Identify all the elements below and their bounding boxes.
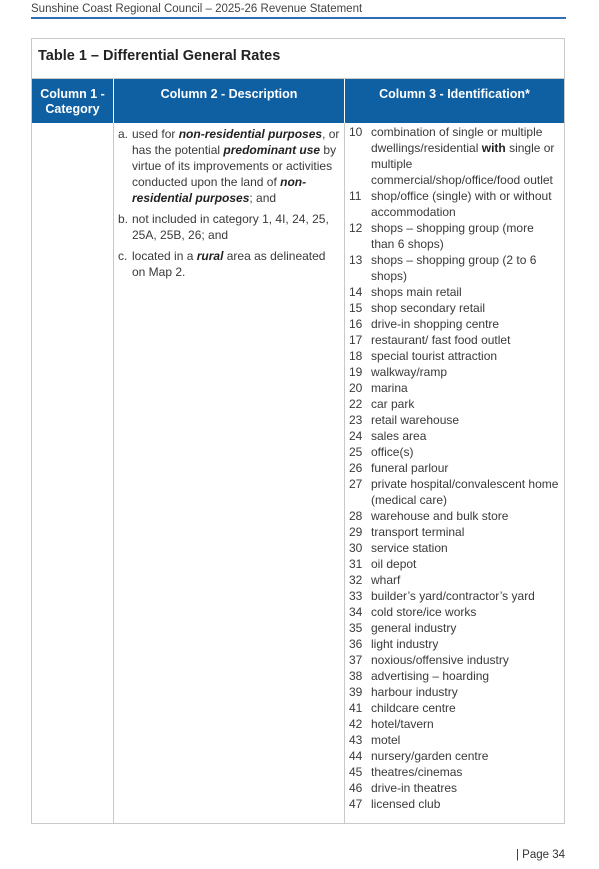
identification-text	[371, 796, 560, 812]
column-2-header: Column 2 - Description	[114, 79, 345, 123]
identification-number: 23	[349, 413, 363, 427]
description-text	[132, 248, 340, 280]
identification-number: 22	[349, 397, 363, 411]
text-run: oil depot	[371, 557, 417, 571]
description-letter: a.	[118, 127, 129, 141]
identification-item	[349, 796, 560, 812]
description-text	[132, 126, 340, 206]
identification-number: 19	[349, 365, 363, 379]
identification-number: 31	[349, 557, 363, 571]
identification-number: 35	[349, 621, 363, 635]
identification-item	[349, 124, 560, 188]
identification-number: 46	[349, 781, 363, 795]
identification-item	[349, 524, 560, 540]
identification-item	[349, 572, 560, 588]
identification-text	[371, 620, 560, 636]
identification-item	[349, 732, 560, 748]
identification-item	[349, 444, 560, 460]
identification-number: 18	[349, 349, 363, 363]
identification-text	[371, 716, 560, 732]
identification-item	[349, 332, 560, 348]
identification-text	[371, 476, 560, 508]
text-run: single or multiple commercial/shop/office/food outlet	[371, 141, 555, 187]
identification-text	[371, 220, 560, 252]
identification-item	[349, 188, 560, 220]
identification-number: 25	[349, 445, 363, 459]
identification-text	[371, 348, 560, 364]
identification-text	[371, 380, 560, 396]
page-header: Sunshine Coast Regional Council – 2025-26 Revenue Statement	[31, 3, 566, 19]
identification-text	[371, 124, 560, 188]
text-run: general industry	[371, 621, 457, 635]
text-run: licensed club	[371, 797, 441, 811]
text-run: restaurant/ fast food outlet	[371, 333, 511, 347]
category-cell	[32, 123, 114, 824]
text-run: special tourist attraction	[371, 349, 498, 363]
identification-text	[371, 604, 560, 620]
identification-number: 29	[349, 525, 363, 539]
description-item	[118, 248, 340, 280]
identification-item	[349, 396, 560, 412]
identification-text	[371, 684, 560, 700]
identification-number: 33	[349, 589, 363, 603]
page-number: | Page 34	[515, 849, 565, 861]
emphasis-text: rural	[196, 249, 224, 263]
emphasis-text: non-residential purposes	[178, 127, 323, 141]
identification-number: 45	[349, 765, 363, 779]
identification-text	[371, 556, 560, 572]
identification-number: 13	[349, 253, 363, 267]
text-run: hotel/tavern	[371, 717, 434, 731]
identification-item	[349, 556, 560, 572]
text-run: office(s)	[371, 445, 414, 459]
text-run: light industry	[371, 637, 439, 651]
identification-number: 27	[349, 477, 363, 491]
text-run: transport terminal	[371, 525, 465, 539]
identification-item	[349, 620, 560, 636]
description-letter: b.	[118, 212, 129, 226]
identification-text	[371, 428, 560, 444]
text-run: retail warehouse	[371, 413, 460, 427]
identification-number: 36	[349, 637, 363, 651]
identification-text	[371, 188, 560, 220]
identification-text	[371, 700, 560, 716]
text-run: drive-in shopping centre	[371, 317, 500, 331]
text-run: funeral parlour	[371, 461, 449, 475]
identification-item	[349, 284, 560, 300]
identification-item	[349, 588, 560, 604]
identification-item	[349, 412, 560, 428]
text-run: childcare centre	[371, 701, 456, 715]
identification-item	[349, 764, 560, 780]
emphasis-text: non-residential purposes	[132, 175, 307, 205]
text-run: car park	[371, 397, 415, 411]
identification-cell	[345, 123, 564, 824]
text-run: located in a	[132, 249, 197, 263]
identification-number: 41	[349, 701, 363, 715]
text-run: motel	[371, 733, 401, 747]
identification-text	[371, 764, 560, 780]
identification-item	[349, 748, 560, 764]
text-run: warehouse and bulk store	[371, 509, 509, 523]
identification-number: 44	[349, 749, 363, 763]
identification-text	[371, 316, 560, 332]
identification-item	[349, 700, 560, 716]
table-body-row	[32, 123, 564, 824]
table-header-row	[32, 79, 564, 123]
column-3-header: Column 3 - Identification*	[379, 87, 530, 101]
identification-item	[349, 476, 560, 508]
identification-text	[371, 332, 560, 348]
text-run: shops main retail	[371, 285, 462, 299]
identification-text	[371, 636, 560, 652]
identification-text	[371, 412, 560, 428]
identification-text	[371, 780, 560, 796]
identification-item	[349, 604, 560, 620]
identification-text	[371, 652, 560, 668]
identification-text	[371, 732, 560, 748]
identification-item	[349, 252, 560, 284]
text-run: not included in category 1, 4I, 24, 25, 25A, 25B, 26; and	[132, 212, 329, 242]
description-item	[118, 211, 340, 243]
text-run: drive-in theatres	[371, 781, 458, 795]
identification-text	[371, 524, 560, 540]
identification-item	[349, 316, 560, 332]
identification-text	[371, 284, 560, 300]
identification-item	[349, 668, 560, 684]
identification-number: 42	[349, 717, 363, 731]
text-run: theatres/cinemas	[371, 765, 463, 779]
identification-number: 10	[349, 125, 363, 139]
identification-text	[371, 748, 560, 764]
identification-number: 37	[349, 653, 363, 667]
text-run: service station	[371, 541, 448, 555]
identification-number: 15	[349, 301, 363, 315]
identification-item	[349, 540, 560, 556]
text-run: private hospital/convalescent home (medical care)	[371, 477, 559, 507]
identification-number: 47	[349, 797, 363, 811]
description-cell	[114, 123, 345, 824]
identification-text	[371, 444, 560, 460]
identification-number: 11	[349, 189, 362, 203]
text-run: walkway/ramp	[371, 365, 448, 379]
emphasis-text: with	[481, 141, 506, 155]
text-run: area as delineated on Map 2.	[132, 249, 326, 279]
identification-text	[371, 364, 560, 380]
identification-text	[371, 460, 560, 476]
text-run: shops – shopping group (2 to 6 shops)	[371, 253, 537, 283]
identification-number: 32	[349, 573, 363, 587]
text-run: ; and	[249, 191, 277, 205]
identification-item	[349, 364, 560, 380]
text-run: nursery/garden centre	[371, 749, 489, 763]
description-text	[132, 211, 340, 243]
text-run: , or has the potential	[132, 127, 340, 157]
identification-number: 39	[349, 685, 363, 699]
identification-number: 12	[349, 221, 363, 235]
text-run: sales area	[371, 429, 427, 443]
identification-number: 26	[349, 461, 363, 475]
identification-number: 24	[349, 429, 363, 443]
identification-number: 14	[349, 285, 363, 299]
identification-item	[349, 428, 560, 444]
text-run: harbour industry	[371, 685, 458, 699]
text-run: noxious/offensive industry	[371, 653, 509, 667]
column-1-header: Column 1 - Category	[32, 79, 114, 123]
identification-text	[371, 572, 560, 588]
identification-number: 28	[349, 509, 363, 523]
identification-number: 17	[349, 333, 363, 347]
text-run: shop/office (single) with or without accommodation	[371, 189, 552, 219]
identification-text	[371, 540, 560, 556]
identification-text	[371, 588, 560, 604]
text-run: cold store/ice works	[371, 605, 477, 619]
identification-item	[349, 220, 560, 252]
text-run: combination of single or multiple dwellings/residential	[371, 125, 543, 155]
text-run: used for	[132, 127, 179, 141]
text-run: shops – shopping group (more than 6 shops)	[371, 221, 534, 251]
identification-text	[371, 668, 560, 684]
identification-item	[349, 348, 560, 364]
identification-item	[349, 716, 560, 732]
description-letter: c.	[118, 249, 128, 263]
identification-number: 20	[349, 381, 363, 395]
identification-number: 43	[349, 733, 363, 747]
identification-number: 30	[349, 541, 363, 555]
text-run: by virtue of its improvements or activities conducted upon the land of	[132, 143, 337, 189]
text-run: advertising – hoarding	[371, 669, 490, 683]
table-title: Table 1 – Differential General Rates	[32, 39, 564, 79]
identification-number: 34	[349, 605, 363, 619]
identification-number: 16	[349, 317, 363, 331]
identification-text	[371, 508, 560, 524]
text-run: shop secondary retail	[371, 301, 486, 315]
identification-item	[349, 684, 560, 700]
emphasis-text: predominant use	[223, 143, 321, 157]
differential-rates-table	[31, 38, 565, 824]
identification-item	[349, 508, 560, 524]
identification-item	[349, 460, 560, 476]
identification-text	[371, 252, 560, 284]
description-item	[118, 126, 340, 206]
text-run: builder’s yard/contractor’s yard	[371, 589, 535, 603]
identification-item	[349, 652, 560, 668]
identification-item	[349, 380, 560, 396]
text-run: wharf	[371, 573, 401, 587]
text-run: marina	[371, 381, 408, 395]
identification-number: 38	[349, 669, 363, 683]
identification-text	[371, 396, 560, 412]
identification-item	[349, 300, 560, 316]
identification-text	[371, 300, 560, 316]
identification-item	[349, 780, 560, 796]
identification-item	[349, 636, 560, 652]
